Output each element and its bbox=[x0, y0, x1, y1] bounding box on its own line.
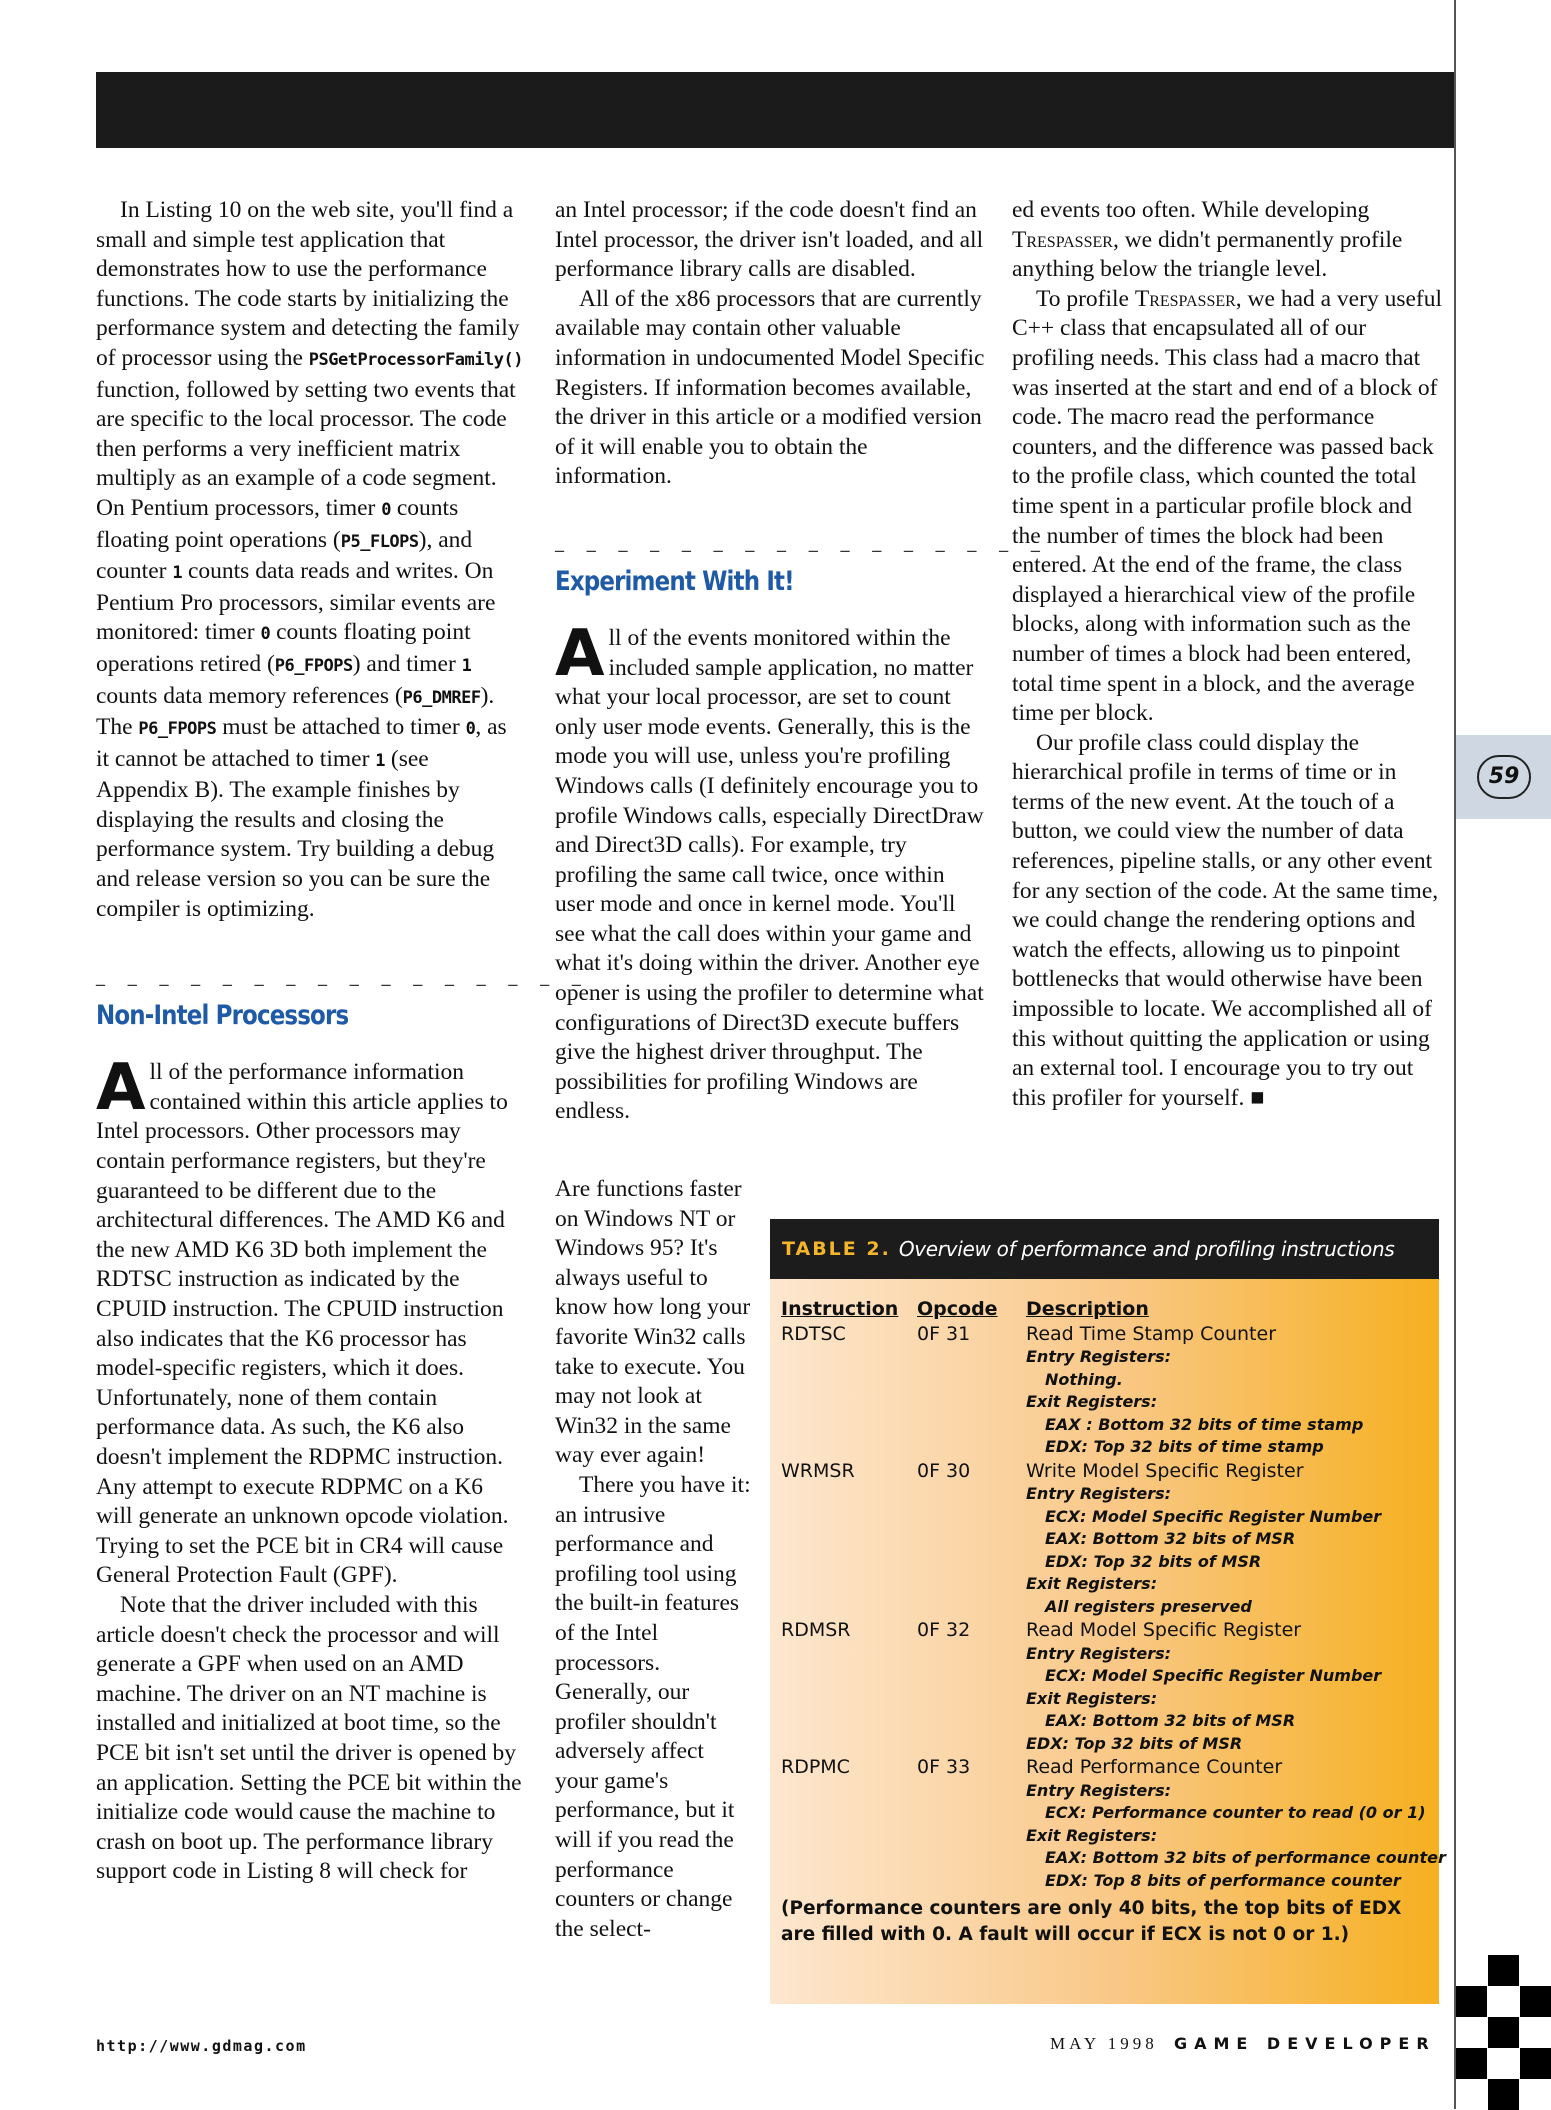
paragraph-user-mode-a: All of the events monitored within the included sample application, no matter what your local processor, are set to count only user mode events. Generally, this is the mode you will use, unless you're profiling Windows calls (I definitely encourage you to profile Windows calls, especially DirectDraw and Direct3D calls). For example, try profiling the same call twice, once within user mode and once in kernel mode. You'll see what the call does within your game and what it's doing within the driver. Another eye opener is using the profiler to determine what configurations of Direct3D execute buffers give the highest driver throughput. The possibilities for profiling Windows are endless. bbox=[555, 616, 984, 1125]
paragraph-listing-10: In Listing 10 on the web site, you'll find a small and simple test application that demonstrates how to use the performance functions. The code starts by initializing the performance system and detecting the family of processor using the PSGetProcessorFamily() function, followed by setting two events that are specific to the local processor. The code then performs a very inefficient matrix multiply as an example of a code segment. On Pentium processors, timer 0 counts floating point operations (P5_FLOPS), and counter 1 counts data reads and writes. On Pentium Pro processors, similar events are monitored: timer 0 counts floating point operations retired (P6_FPOPS) and timer 1 counts data memory references (P6_DMREF). The P6_FPOPS must be attached to timer 0, as it cannot be attached to timer 1 (see Appendix B). The example finishes by displaying the results and closing the performance system. Try building a debug and release version so you can be sure the compiler is optimizing. bbox=[96, 197, 523, 922]
register-note: Entry Registers: bbox=[1026, 1484, 1172, 1503]
register-note: EDX: Top 8 bits of performance counter bbox=[1045, 1870, 1401, 1890]
footer-date: MAY 1998 bbox=[1050, 2034, 1158, 2053]
description-cell: Read Model Specific Register bbox=[1026, 1619, 1302, 1641]
table-subrow bbox=[781, 1596, 1431, 1619]
table-subrow bbox=[781, 1483, 1431, 1506]
instruction-cell: RDTSC bbox=[781, 1322, 846, 1345]
register-note: ECX: Performance counter to read (0 or 1) bbox=[1045, 1803, 1426, 1822]
instruction-cell: WRMSR bbox=[781, 1459, 855, 1482]
table-subrow bbox=[781, 1346, 1431, 1369]
table-subrow bbox=[781, 1369, 1431, 1392]
opcode-cell: 0F 30 bbox=[917, 1459, 971, 1482]
table-subrow bbox=[781, 1825, 1431, 1848]
register-note: ECX: Model Specific Register Number bbox=[1045, 1506, 1382, 1526]
register-note: Entry Registers: bbox=[1026, 1347, 1172, 1366]
table-subrow bbox=[781, 1573, 1431, 1596]
paragraph-selected-events: ed events too often. While developing Trespasser, we didn't permanently profile anything below the triangle level. bbox=[1012, 197, 1403, 283]
register-note: EDX: Top 32 bits of MSR bbox=[1026, 1733, 1243, 1753]
paragraph-user-mode-events bbox=[555, 616, 985, 1127]
table-subrow bbox=[781, 1870, 1431, 1893]
footer-magazine: GAME DEVELOPER bbox=[1173, 2034, 1436, 2053]
checkerboard-decoration bbox=[1456, 1955, 1551, 2109]
footer-issue bbox=[1050, 2034, 1436, 2054]
register-note: ECX: Model Specific Register Number bbox=[1045, 1666, 1382, 1685]
table-subrow bbox=[781, 1528, 1431, 1551]
register-note: Exit Registers: bbox=[1026, 1392, 1158, 1411]
instruction-table bbox=[781, 1297, 1446, 1948]
paragraph-hierarchical-profile: Our profile class could display the hierarchical profile in terms of time or in terms of the new event. At the touch of a button, we could view the number of data references, pipeline stalls, or any other event for any section of the code. At the same time, we could change the rendering options and watch the effects, allowing us to pinpoint bottlenecks that would otherwise have been impossible to locate. We accomplished all of this without quitting the application or using an external tool. I encourage you to try out this profiler for yourself. ■ bbox=[1012, 729, 1439, 1111]
footer-url: http://www.gdmag.com bbox=[96, 2037, 307, 2055]
column-1 bbox=[96, 196, 590, 1887]
register-note: Nothing. bbox=[1045, 1369, 1123, 1389]
register-note: EAX: Bottom 32 bits of MSR bbox=[1045, 1529, 1296, 1548]
paragraph-windows-profiling-cont: Are functions faster on Windows NT or Windows 95? It's always useful to know how long your favorite Win32 calls take to execute. You may not look at Win32 in the same way ever again! bbox=[555, 1176, 751, 1469]
table-subrow bbox=[781, 1733, 1431, 1756]
register-note: EDX: Top 32 bits of time stamp bbox=[1045, 1437, 1324, 1456]
header-bar bbox=[96, 72, 1455, 148]
end-mark: ■ bbox=[1250, 1084, 1265, 1111]
paragraph-driver-note: Note that the driver included with this article doesn't check the processor and will generate a GPF when used on an AMD machine. The driver on an NT machine is installed and initialized at boot time, so the PCE bit isn't set until the driver is opened by an application. Setting the PCE bit within the initialize code would cause the machine to crash on boot up. The performance library support code in Listing 8 will check for bbox=[96, 1591, 522, 1885]
table-subrow bbox=[781, 1506, 1431, 1529]
table-row bbox=[781, 1618, 1431, 1643]
register-note: Exit Registers: bbox=[1026, 1825, 1158, 1845]
table-column-headers bbox=[781, 1297, 1431, 1322]
table-subrow bbox=[781, 1802, 1431, 1825]
register-note: Exit Registers: bbox=[1026, 1688, 1158, 1708]
instruction-cell: RDMSR bbox=[781, 1619, 851, 1641]
table-title: Overview of performance and profiling instructions bbox=[898, 1237, 1395, 1261]
table-subrow bbox=[781, 1551, 1431, 1574]
drop-cap: A bbox=[96, 1051, 146, 1126]
page-number: 59 bbox=[1477, 755, 1531, 799]
instruction-cell: RDPMC bbox=[781, 1756, 850, 1778]
header-instruction: Instruction bbox=[781, 1298, 899, 1320]
drop-cap: A bbox=[555, 616, 605, 691]
paragraph-there-you-have-it: There you have it: an intrusive performance and profiling tool using the built-in features of the Intel processors. Generally, our profiler shouldn't adversely affect your game's performance, but it will if you read the performance counters or change the select- bbox=[555, 1471, 751, 1942]
paragraph-msr-info: All of the x86 processors that are currently available may contain other valuable information in undocumented Model Specific Registers. If information becomes available, the driver in this article or a modified version of it will enable you to obtain the information. bbox=[555, 285, 985, 490]
table-subrow bbox=[781, 1436, 1431, 1459]
register-note: All registers preserved bbox=[1045, 1596, 1252, 1616]
opcode-cell: 0F 33 bbox=[917, 1756, 971, 1778]
description-cell: Read Performance Counter bbox=[1026, 1756, 1283, 1778]
page-edge-rule bbox=[1454, 0, 1456, 2109]
heading-non-intel-processors: Non-Intel Processors bbox=[96, 1000, 349, 1032]
register-note: EAX : Bottom 32 bits of time stamp bbox=[1045, 1414, 1364, 1434]
opcode-cell: 0F 32 bbox=[917, 1619, 971, 1641]
register-note: Entry Registers: bbox=[1026, 1780, 1172, 1800]
table-subrow bbox=[781, 1847, 1446, 1870]
table-header bbox=[770, 1219, 1439, 1279]
paragraph-profile-class: To profile Trespasser, we had a very useful C++ class that encapsulated all of our profiling needs. This class had a macro that was inserted at the start and end of a block of code. The macro read the performance counters, and the difference was passed back to the profile class, which counted the total time spent in a particular profile block and the number of times the block had been entered. At the end of the frame, the class displayed a hierarchical view of the profile blocks, along with information such as the number of times a block had been entered, total time spent in a block, and the average time per block. bbox=[1012, 285, 1442, 727]
paragraph-intel-check: an Intel processor; if the code doesn't find an Intel processor, the driver isn't loaded, and all performance library calls are disabled. bbox=[555, 197, 984, 283]
section-divider: _ _ _ _ _ _ _ _ _ _ _ _ _ _ _ _ bbox=[555, 531, 1049, 553]
table-footnote: (Performance counters are only 40 bits, the top bits of EDX are filled with 0. A fault will occur if ECX is not 0 or 1.) bbox=[781, 1898, 1402, 1945]
table-subrow bbox=[781, 1710, 1431, 1733]
register-note: Entry Registers: bbox=[1026, 1643, 1172, 1663]
header-opcode: Opcode bbox=[917, 1298, 998, 1320]
table-subrow bbox=[781, 1643, 1431, 1666]
table-subrow bbox=[781, 1665, 1431, 1688]
column-2 bbox=[555, 196, 1049, 1127]
register-note: EAX: Bottom 32 bits of MSR bbox=[1045, 1711, 1296, 1730]
table-subrow bbox=[781, 1391, 1431, 1414]
table-label: TABLE 2. bbox=[782, 1238, 891, 1260]
opcode-cell: 0F 31 bbox=[917, 1322, 971, 1345]
table-subrow bbox=[781, 1780, 1431, 1803]
table-2-box bbox=[770, 1219, 1446, 2004]
description-cell: Read Time Stamp Counter bbox=[1026, 1322, 1277, 1345]
register-note: Exit Registers: bbox=[1026, 1574, 1158, 1593]
section-divider: _ _ _ _ _ _ _ _ _ _ _ _ _ _ _ _ bbox=[96, 966, 590, 988]
table-row bbox=[781, 1459, 1431, 1484]
header-description: Description bbox=[1026, 1298, 1149, 1320]
description-cell: Write Model Specific Register bbox=[1026, 1459, 1304, 1482]
column-2-narrow bbox=[555, 1175, 751, 1944]
table-row bbox=[781, 1322, 1431, 1347]
table-subrow bbox=[781, 1414, 1431, 1437]
page-number-tab bbox=[1456, 735, 1551, 819]
heading-experiment-with-it: Experiment With It! bbox=[555, 565, 794, 597]
table-row bbox=[781, 1755, 1431, 1780]
register-note: EAX: Bottom 32 bits of performance counter bbox=[1045, 1848, 1446, 1867]
register-note: EDX: Top 32 bits of MSR bbox=[1045, 1551, 1262, 1571]
paragraph-non-intel: All of the performance information contained within this article applies to Intel processors. Other processors may contain performance registers, but they're guaranteed to be different due to the architectural differences. The AMD K6 and the new AMD K6 3D both implement the RDTSC instruction as indicated by the CPUID instruction. The CPUID instruction also indicates that the K6 processor has model-specific registers, which it does. Unfortunately, none of them contain performance data. As such, the K6 also doesn't implement the RDPMC instruction. Any attempt to execute RDPMC on a K6 will generate an unknown opcode violation. Trying to set the PCE bit in CR4 will cause General Protection Fault (GPF). bbox=[96, 1051, 509, 1589]
table-subrow bbox=[781, 1688, 1431, 1711]
column-3 bbox=[1012, 196, 1444, 1113]
